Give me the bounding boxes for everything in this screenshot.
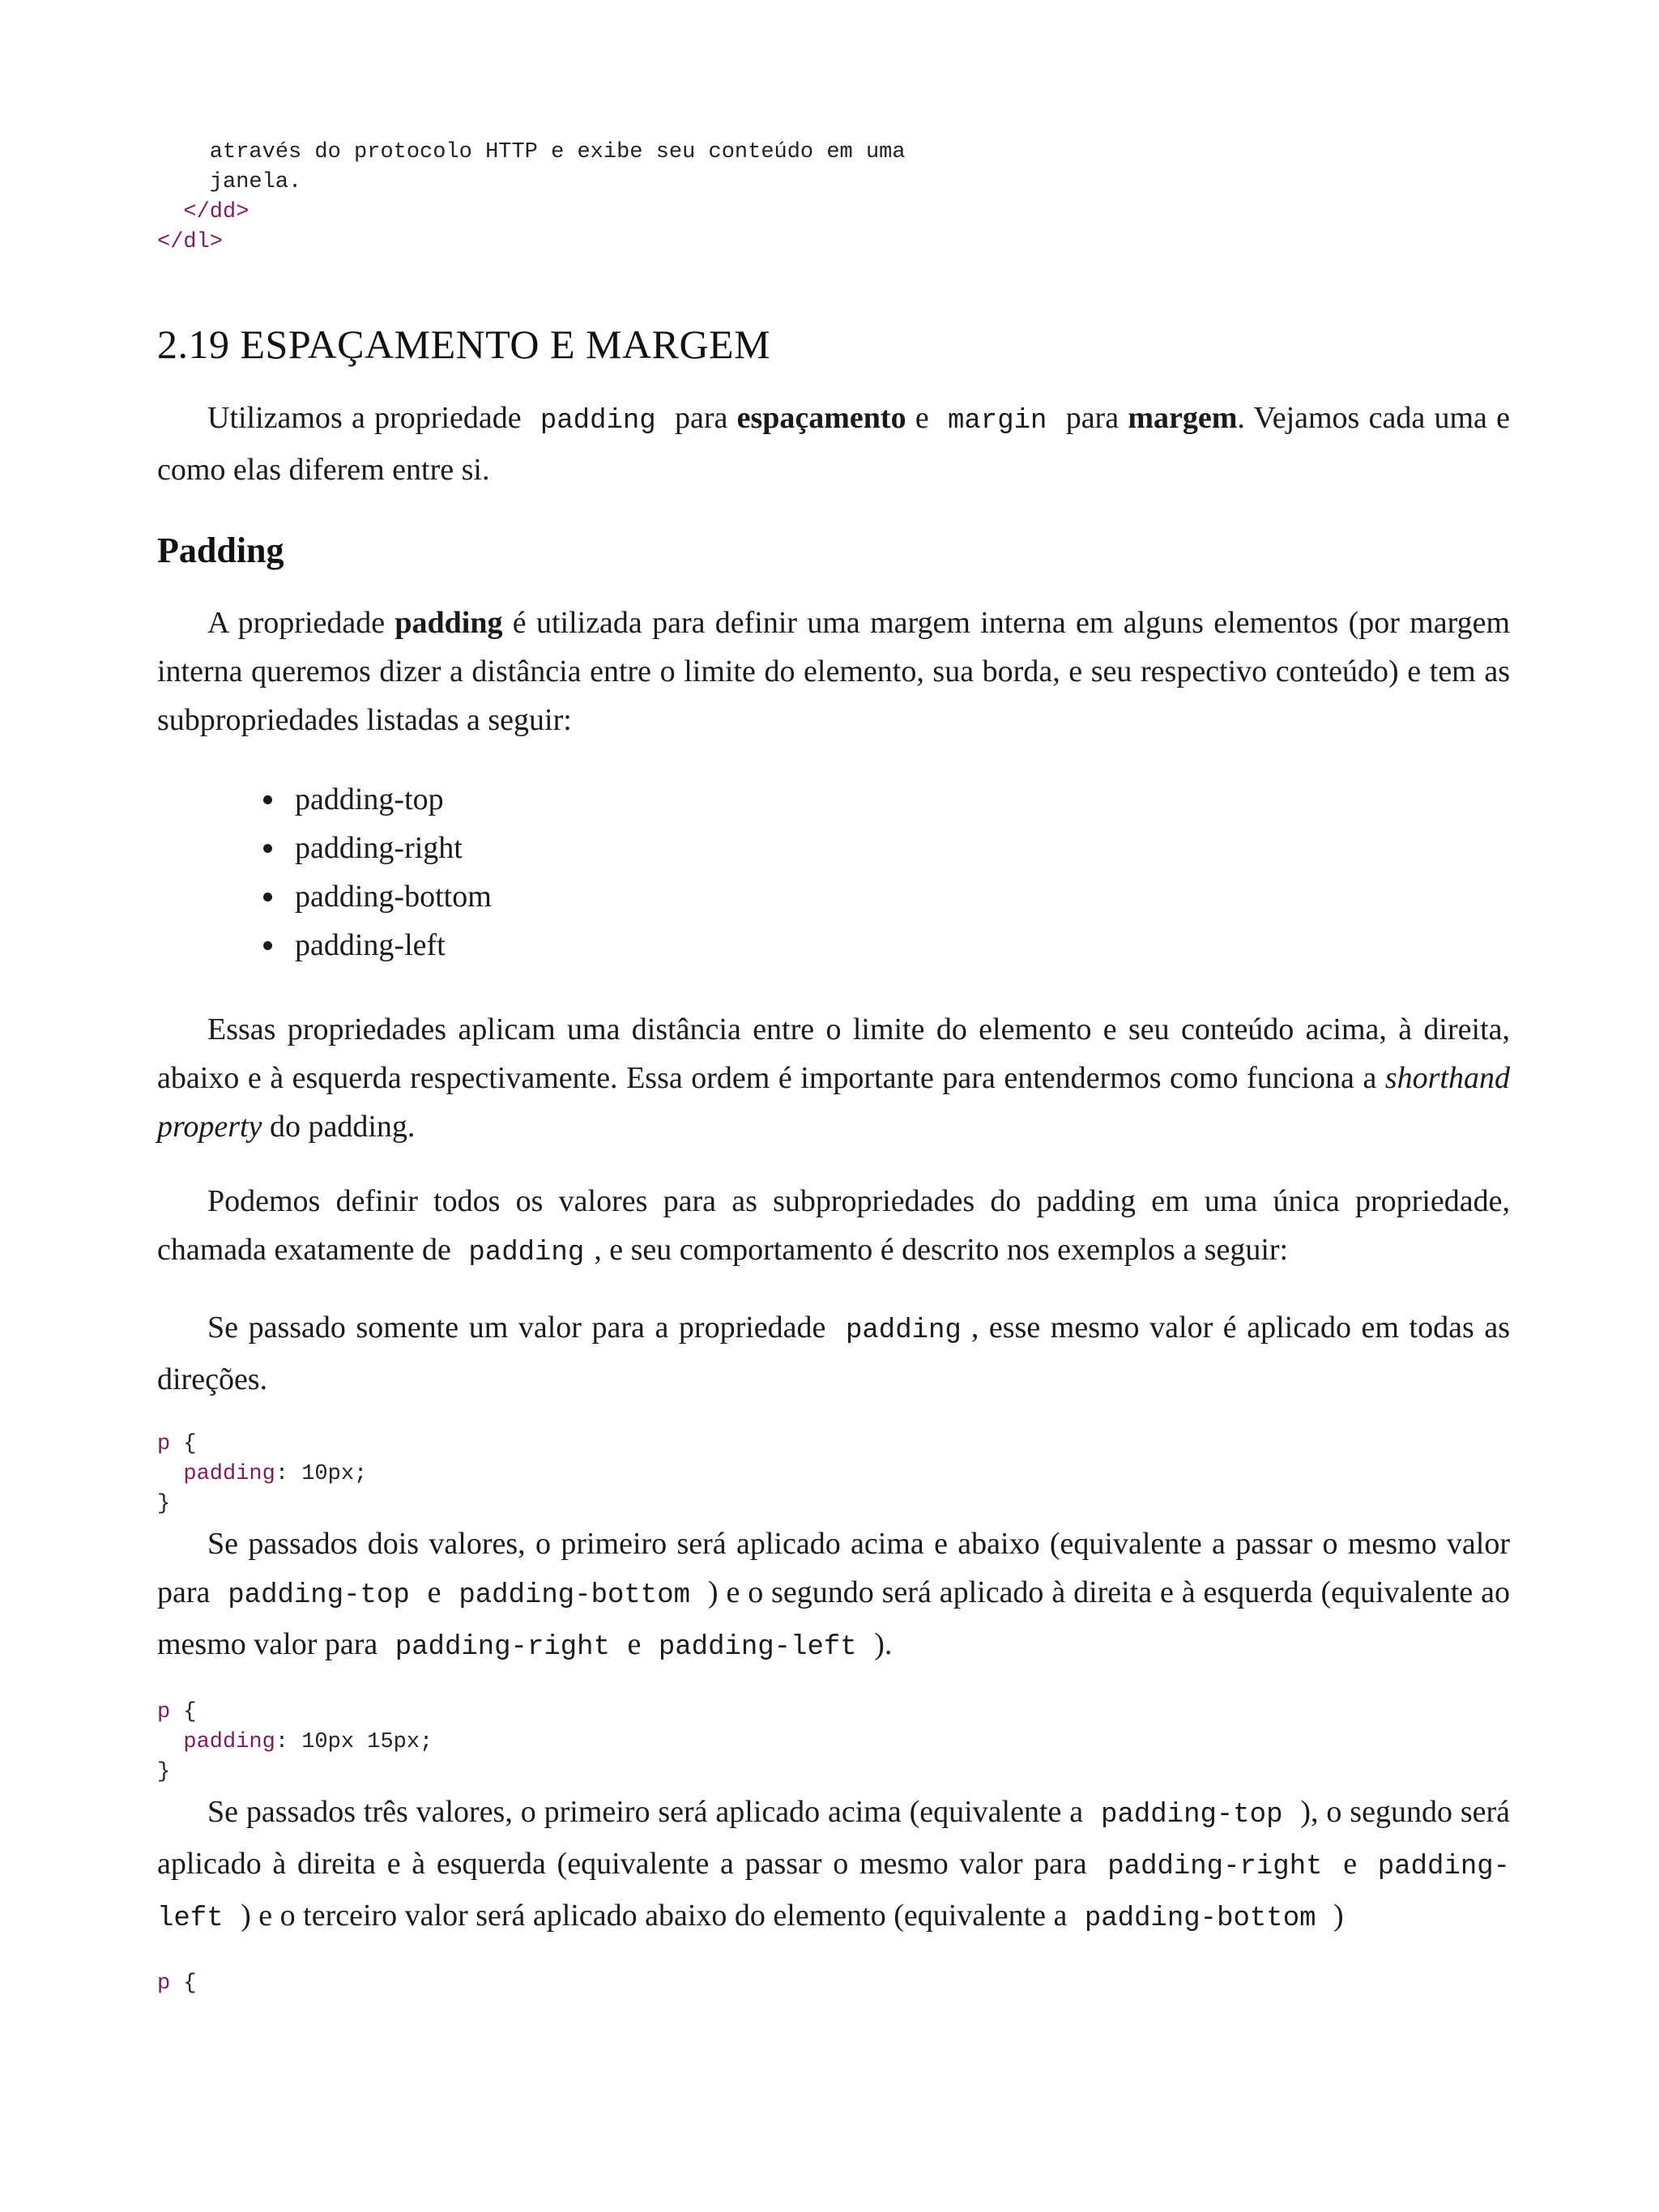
text: , esse mesmo valor é aplicado em todas as direções. [157, 1311, 1511, 1396]
code-example-three-values [157, 1969, 1510, 1999]
code-line: através do protocolo HTTP e exibe seu conteúdo em uma [157, 140, 906, 164]
code-line-tag: </dl> [157, 230, 224, 254]
code-line: janela. [157, 170, 302, 194]
text: ) [1333, 1899, 1344, 1933]
text: para [1065, 401, 1120, 435]
shorthand-paragraph [157, 1177, 1510, 1277]
text: . Vejamos cada uma e como elas diferem entre si. [157, 401, 1511, 487]
code-property: padding [183, 1730, 275, 1754]
subproperty-list [157, 775, 1510, 970]
code-block-top [157, 138, 1510, 258]
inline-code: padding [468, 1238, 585, 1268]
inline-code: padding [539, 406, 656, 437]
text: Essas propriedades aplicam uma distância entre o limite do elemento e seu conteúdo acima, à direita, abaixo e à esquerda respectivamente. Essa ordem é importante para entendermos como funciona a [157, 1012, 1510, 1095]
text: Se passado somente um valor para a propriedade [207, 1311, 826, 1345]
bold-text: margem [1128, 401, 1238, 435]
code-example-one-value [157, 1430, 1510, 1519]
code-value: : 10px; [275, 1462, 368, 1486]
text: ), o segundo será aplicado à direita e à esquerda (equivalente a passar o mesmo valor para [157, 1795, 1511, 1881]
inline-code: padding-left [658, 1632, 857, 1663]
text: ) e o segundo será aplicado à direita e à esquerda (equivalente ao mesmo valor para [157, 1575, 1511, 1661]
code-brace: { [170, 1432, 197, 1456]
text: e [627, 1627, 642, 1661]
text: e [915, 401, 929, 435]
code-example-two-values [157, 1698, 1510, 1788]
subsection-heading: Padding [157, 531, 284, 570]
inline-code: padding [845, 1315, 962, 1346]
inline-code: padding-right [394, 1632, 610, 1663]
inline-code: padding-bottom [1084, 1903, 1316, 1934]
text: ) e o terceiro valor será aplicado abaixo do elemento (equivalente a [241, 1899, 1068, 1933]
inline-code: margin [948, 406, 1047, 437]
inline-code: padding-top [1101, 1800, 1283, 1831]
list-item: • padding-right [287, 824, 1510, 872]
code-brace: { [170, 1971, 197, 1996]
text: para [674, 401, 728, 435]
code-selector: p [157, 1700, 171, 1724]
list-item: • padding-left [287, 921, 1510, 970]
italic-text: shorthand property [157, 1061, 1510, 1144]
code-selector: p [157, 1432, 171, 1456]
padding-description-paragraph [157, 599, 1510, 744]
text: Se passados três valores, o primeiro será aplicado acima (equivalente a [207, 1795, 1084, 1829]
one-value-paragraph [157, 1303, 1510, 1404]
order-paragraph [157, 1005, 1510, 1151]
section-heading: 2.19 ESPAÇAMENTO E MARGEM [157, 322, 771, 367]
code-brace: } [157, 1492, 171, 1516]
inline-code: padding-bottom [458, 1580, 691, 1611]
text: , e seu comportamento é descrito nos exemplos a seguir: [594, 1233, 1289, 1267]
bold-text: padding [394, 606, 503, 640]
bold-text: espaçamento [736, 401, 906, 435]
text: é utilizada para definir uma margem interna em alguns elementos (por margem interna queremos dizer a distância entre o limite do elemento, sua borda, e seu respectivo conteúdo) e tem as subpropriedades listadas a seguir: [157, 606, 1510, 737]
two-values-paragraph [157, 1519, 1510, 1672]
code-value: : 10px 15px; [275, 1730, 433, 1754]
text: e [1343, 1847, 1358, 1881]
text: do padding. [269, 1110, 416, 1144]
text: Podemos definir todos os valores para as subpropriedades do padding em uma única propriedade, chamada exatamente de [157, 1184, 1510, 1267]
text: ). [874, 1627, 893, 1661]
text: e [427, 1575, 441, 1609]
list-item: • padding-top [287, 775, 1510, 824]
inline-code: padding-right [1107, 1852, 1323, 1882]
three-values-paragraph [157, 1788, 1510, 1943]
inline-code: padding-top [228, 1580, 410, 1611]
text: Utilizamos a propriedade [207, 401, 522, 435]
code-property: padding [183, 1462, 275, 1486]
code-selector: p [157, 1971, 171, 1996]
text: Se passados dois valores, o primeiro será aplicado acima e abaixo (equivalente a passar o mesmo valor para [157, 1527, 1510, 1609]
intro-paragraph [157, 394, 1510, 494]
code-brace: { [170, 1700, 197, 1724]
code-brace: } [157, 1760, 171, 1784]
document-page [157, 138, 1510, 1999]
code-line-tag: </dd> [157, 200, 249, 224]
text: A propriedade [207, 606, 386, 640]
inline-code: padding-left [157, 1852, 1511, 1934]
list-item: • padding-bottom [287, 872, 1510, 921]
